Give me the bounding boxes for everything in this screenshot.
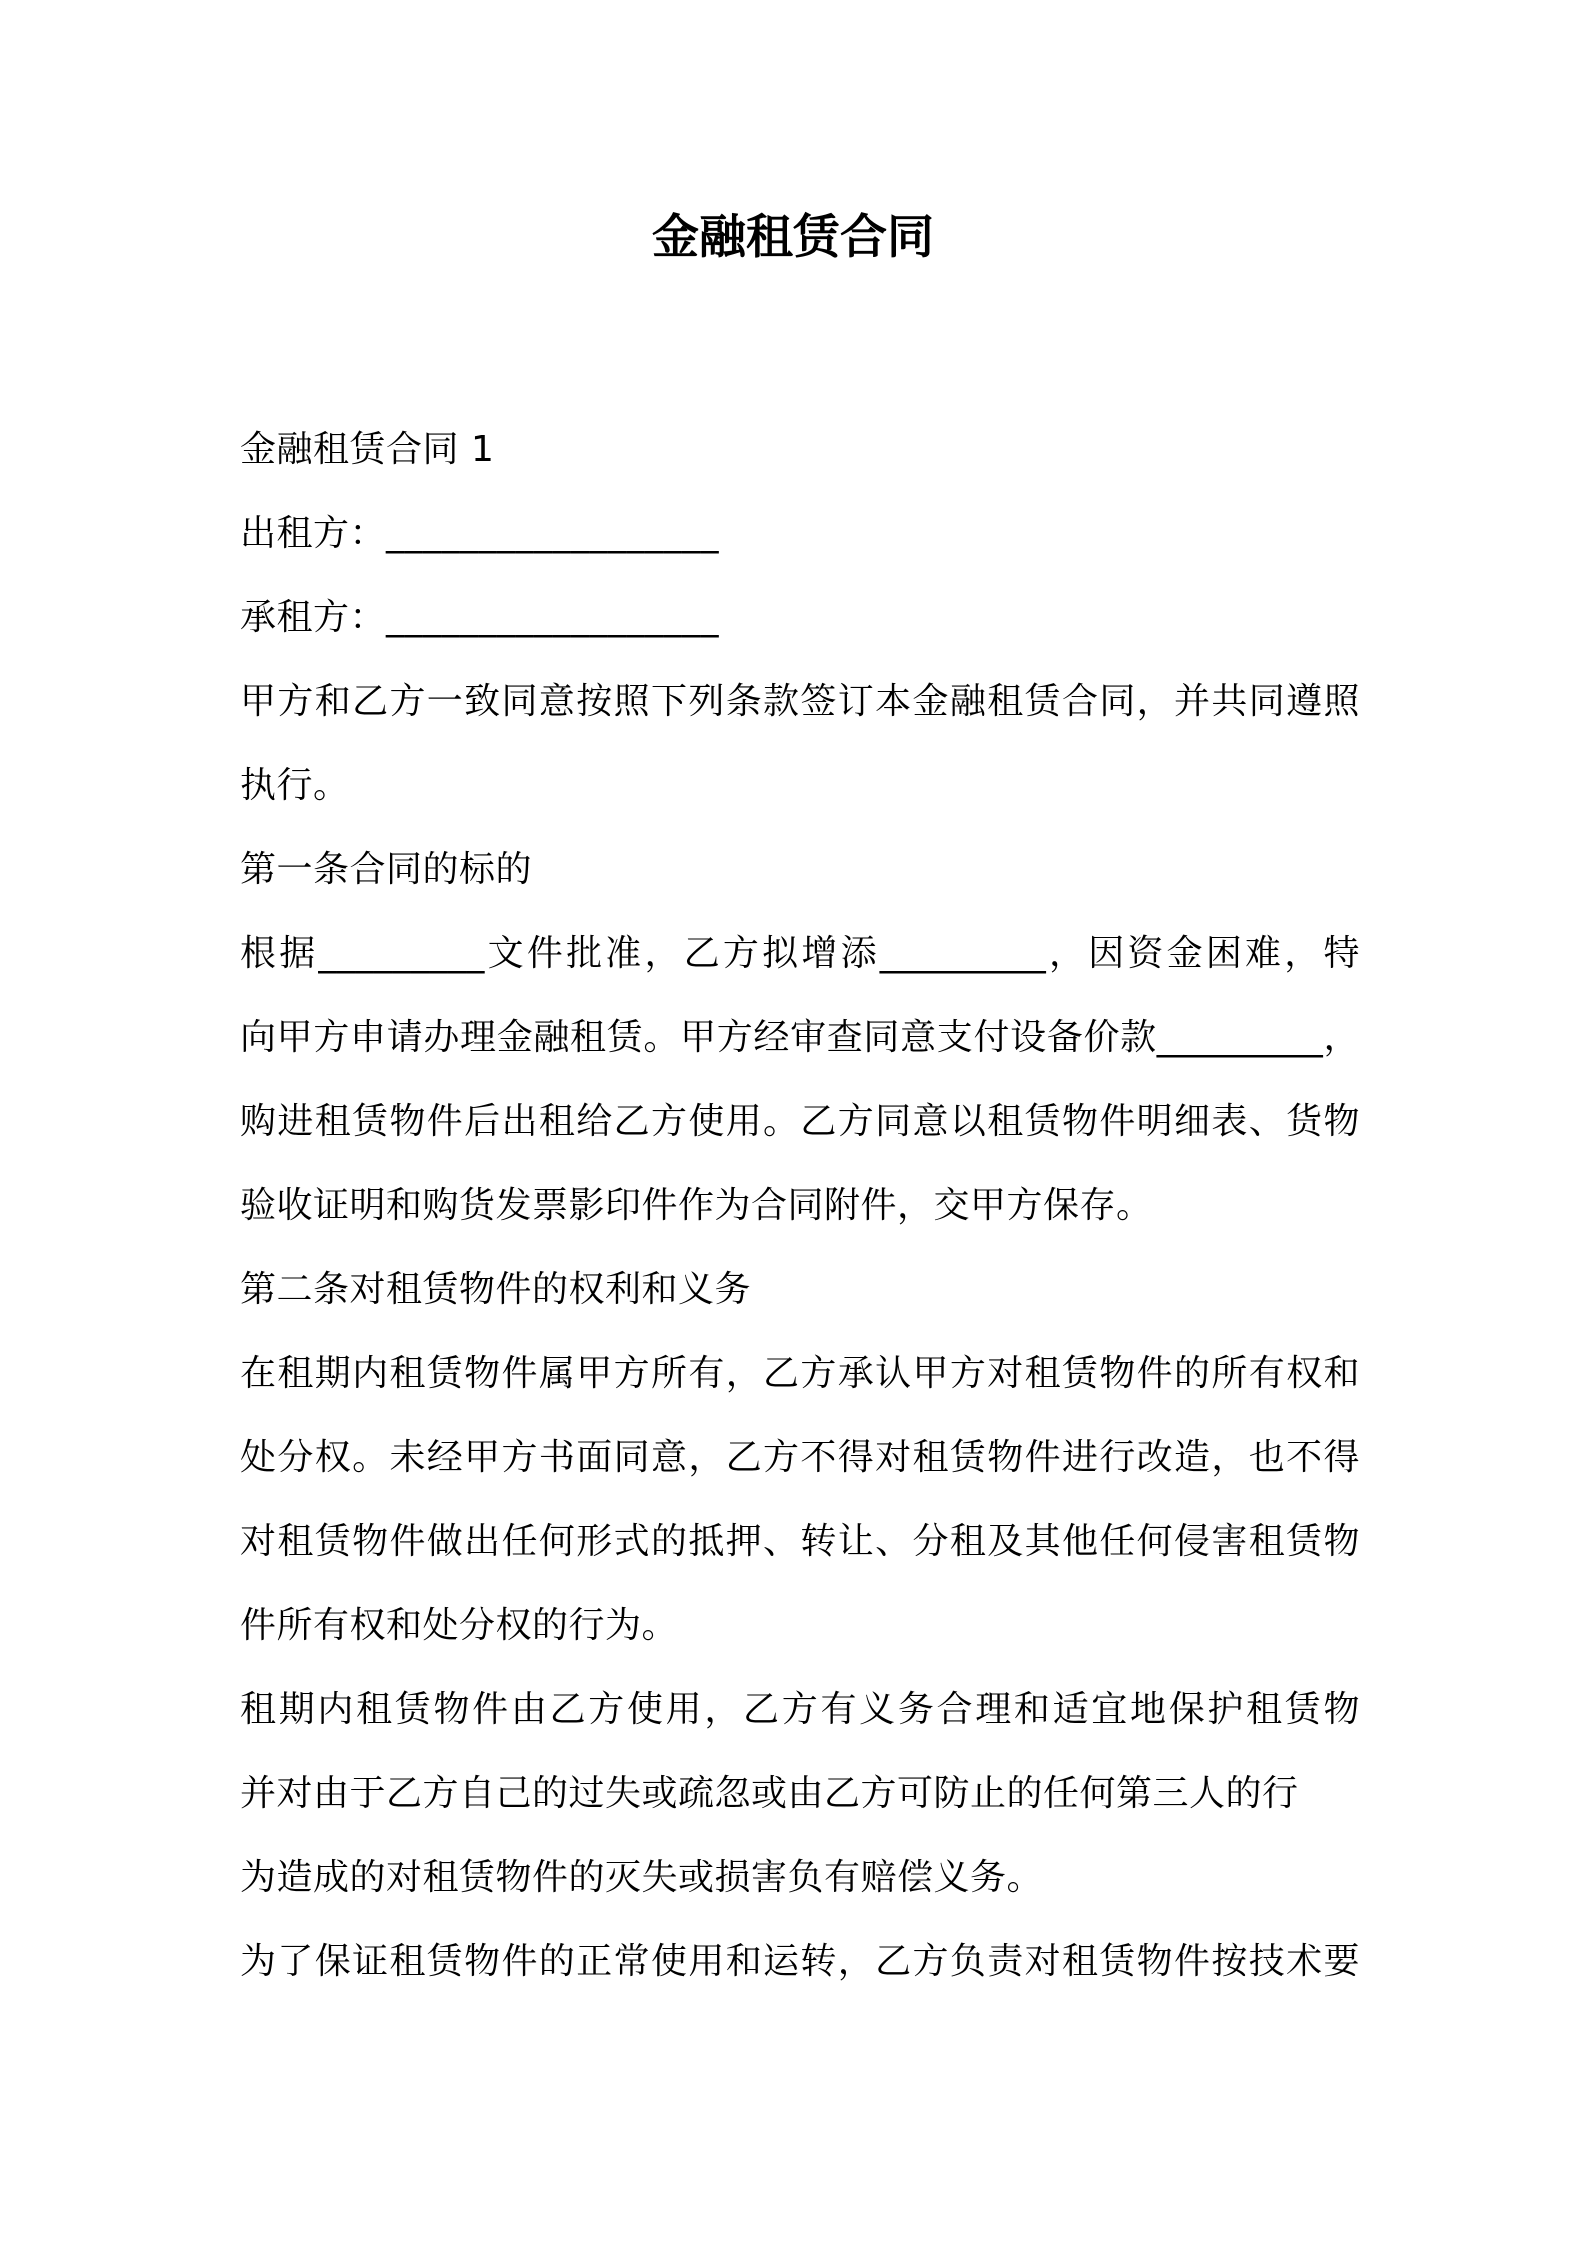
paragraph-line: 在租期内租赁物件属甲方所有，乙方承认甲方对租赁物件的所有权和 <box>240 1353 1360 1394</box>
section-heading: 第一条合同的标的 <box>240 849 533 890</box>
paragraph-line: 甲方和乙方一致同意按照下列条款签订本金融租赁合同，并共同遵照 <box>240 681 1360 722</box>
paragraph-line: 根据_________文件批准，乙方拟增添_________，因资金困难，特 <box>240 933 1360 974</box>
paragraph-line: 购进租赁物件后出租给乙方使用。乙方同意以租赁物件明细表、货物 <box>240 1101 1360 1142</box>
paragraph-line: 为了保证租赁物件的正常使用和运转，乙方负责对租赁物件按技术要 <box>240 1941 1360 1982</box>
document-body <box>240 408 1360 2004</box>
paragraph-line: 处分权。未经甲方书面同意，乙方不得对租赁物件进行改造，也不得 <box>240 1437 1360 1478</box>
paragraph-line: 执行。 <box>240 765 350 806</box>
paragraph-line: 为造成的对租赁物件的灭失或损害负有赔偿义务。 <box>240 1857 1044 1898</box>
paragraph-line: 租期内租赁物件由乙方使用，乙方有义务合理和适宜地保护租赁物 <box>240 1689 1360 1730</box>
document-title: 金融租赁合同 <box>652 210 934 265</box>
paragraph-line: 验收证明和购货发票影印件作为合同附件，交甲方保存。 <box>240 1185 1153 1226</box>
section-heading: 第二条对租赁物件的权利和义务 <box>240 1269 752 1310</box>
paragraph-line: 并对由于乙方自己的过失或疏忽或由乙方可防止的任何第三人的行 <box>240 1773 1299 1814</box>
paragraph-line: 件所有权和处分权的行为。 <box>240 1605 679 1646</box>
lessor-line: 出租方：__________________ <box>240 513 720 554</box>
subtitle-line: 金融租赁合同 1 <box>240 429 495 470</box>
lessee-line: 承租方：__________________ <box>240 597 720 638</box>
paragraph-line: 对租赁物件做出任何形式的抵押、转让、分租及其他任何侵害租赁物 <box>240 1521 1360 1562</box>
paragraph-line: 向甲方申请办理金融租赁。甲方经审查同意支付设备价款_________， <box>240 1017 1360 1058</box>
